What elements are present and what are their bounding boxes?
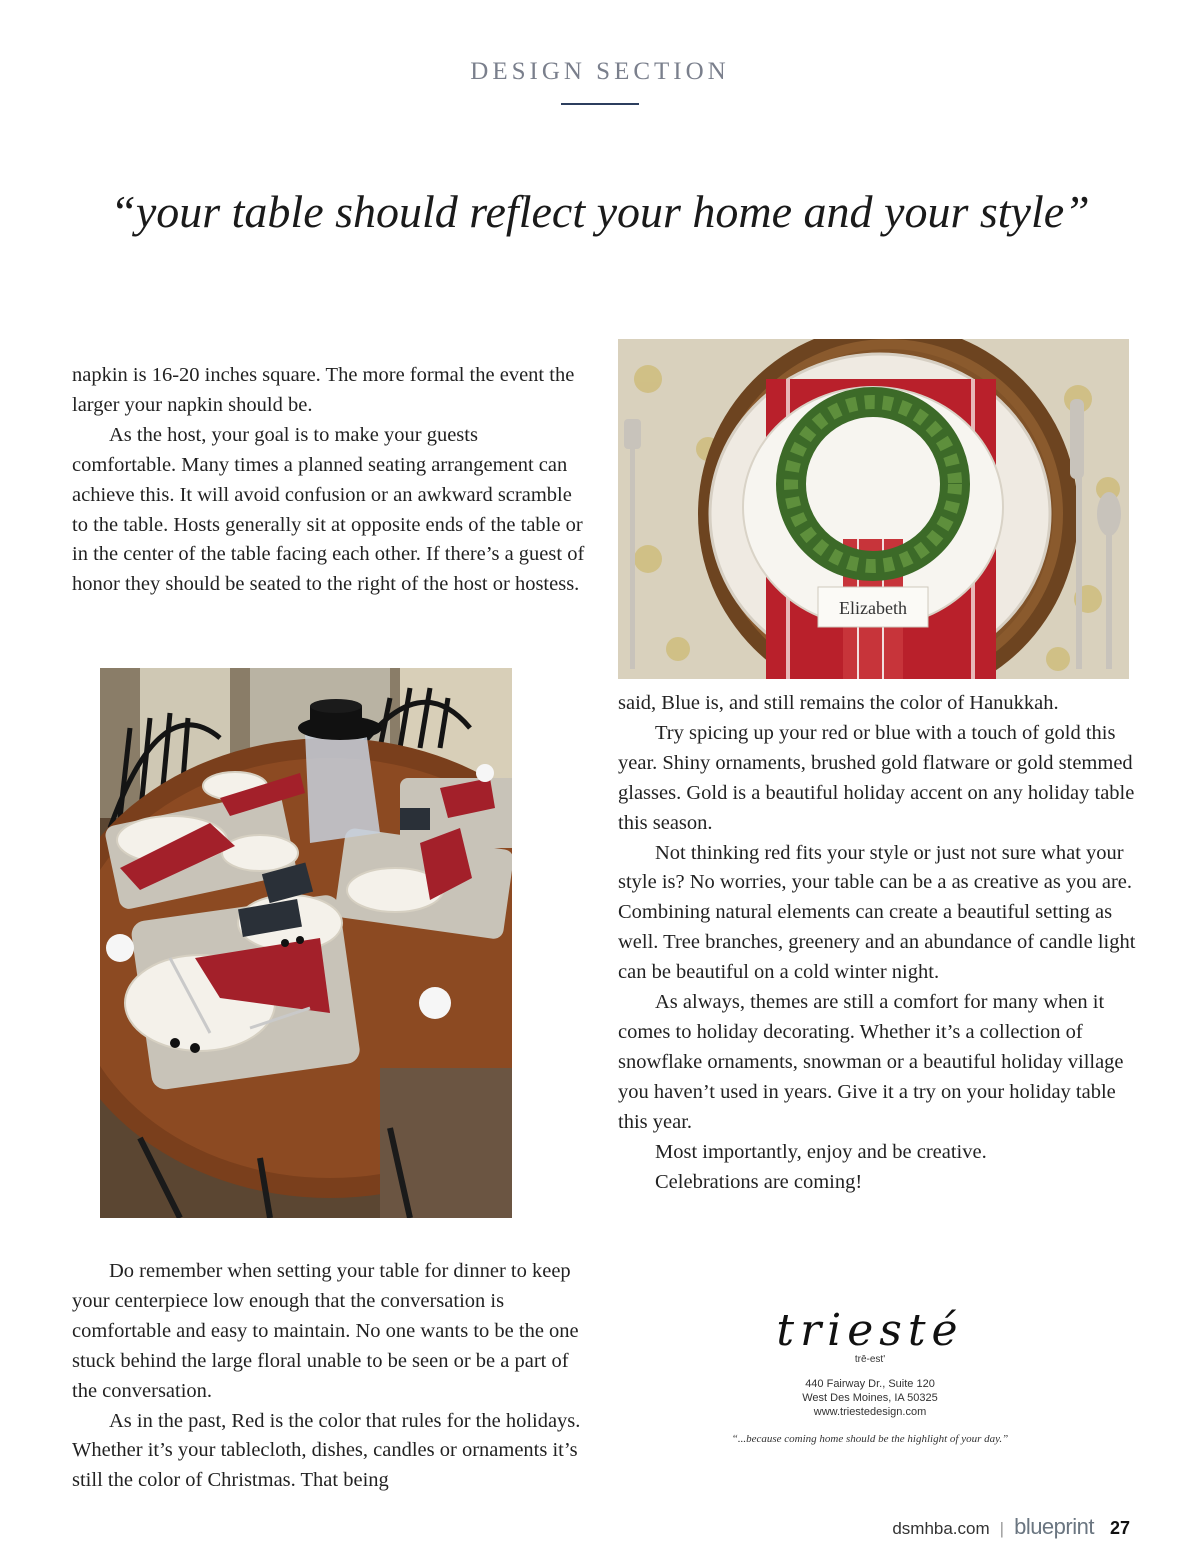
left-column-top xyxy=(72,361,587,600)
ad-tagline: “...because coming home should be the highlight of your day.” xyxy=(731,1433,1009,1445)
paragraph: Most importantly, enjoy and be creative. xyxy=(655,1140,987,1163)
ad-address-line1: 440 Fairway Dr., Suite 120 xyxy=(805,1378,935,1390)
right-column xyxy=(618,689,1138,1197)
paragraph: napkin is 16-20 inches square. The more formal the event the larger your napkin should be. xyxy=(72,364,575,416)
trieste-ad xyxy=(700,1305,1040,1445)
footer-site: dsmhba.com xyxy=(892,1519,990,1538)
place-card-name: Elizabeth xyxy=(839,598,907,618)
ad-address-line2: West Des Moines, IA 50325 xyxy=(802,1392,938,1404)
paragraph: said, Blue is, and still remains the color of Hanukkah. xyxy=(618,692,1059,714)
paragraph: As in the past, Red is the color that rules for the holidays. Whether it’s your tablecloth, dishes, candles or ornaments it’s still the color of Christmas. That being xyxy=(72,1409,581,1492)
paragraph: Celebrations are coming! xyxy=(655,1170,863,1193)
wreath-place-setting-photo xyxy=(618,339,1129,679)
paragraph: As the host, your goal is to make your guests comfortable. Many times a planned seating arrangement can achieve this. It will avoid confusion or an awkward scramble to the table. Hosts generally sit at opposite ends of the table or in the center of the table facing each other. If there’s a guest of honor they should be seated to the right of the host or hostess. xyxy=(72,423,585,596)
paragraph: As always, themes are still a comfort for many when it comes to holiday decorating. Whether it’s a collection of snowflake ornaments, snowman or a beautiful holiday village you haven’t used in years. Give it a try on your holiday table this year. xyxy=(618,991,1124,1133)
paragraph: Try spicing up your red or blue with a touch of gold this year. Shiny ornaments, brushed gold flatware or gold stemmed glasses. Gold is a beautiful holiday accent on any holiday table this season. xyxy=(618,721,1135,834)
left-column-bottom xyxy=(72,1257,587,1496)
page-number: 27 xyxy=(1109,1518,1130,1538)
page-footer xyxy=(892,1514,1130,1540)
paragraph: Not thinking red fits your style or just not sure what your style is? No worries, your table can be a as creative as you are. Combining natural elements can create a beautiful setting as well. Tree branches, greenery and an abundance of candle light can be beautiful on a cold winter night. xyxy=(618,841,1136,984)
footer-separator: | xyxy=(999,1519,1005,1538)
ad-website: www.triestedesign.com xyxy=(813,1406,927,1418)
footer-brand: blueprint xyxy=(1014,1514,1094,1539)
snowman-table-photo xyxy=(100,668,512,1218)
section-divider xyxy=(561,103,639,105)
section-label: DESIGN SECTION xyxy=(470,58,730,85)
pull-quote: “your table should reflect your home and your style” xyxy=(110,186,1090,237)
ad-pronunciation: trē-est' xyxy=(854,1354,886,1365)
paragraph: Do remember when setting your table for dinner to keep your centerpiece low enough that the conversation is comfortable and easy to maintain. No one wants to be the one stuck behind the large floral unable to be seen or be a part of the conversation. xyxy=(72,1260,579,1402)
trieste-logo: triesté xyxy=(776,1305,964,1356)
